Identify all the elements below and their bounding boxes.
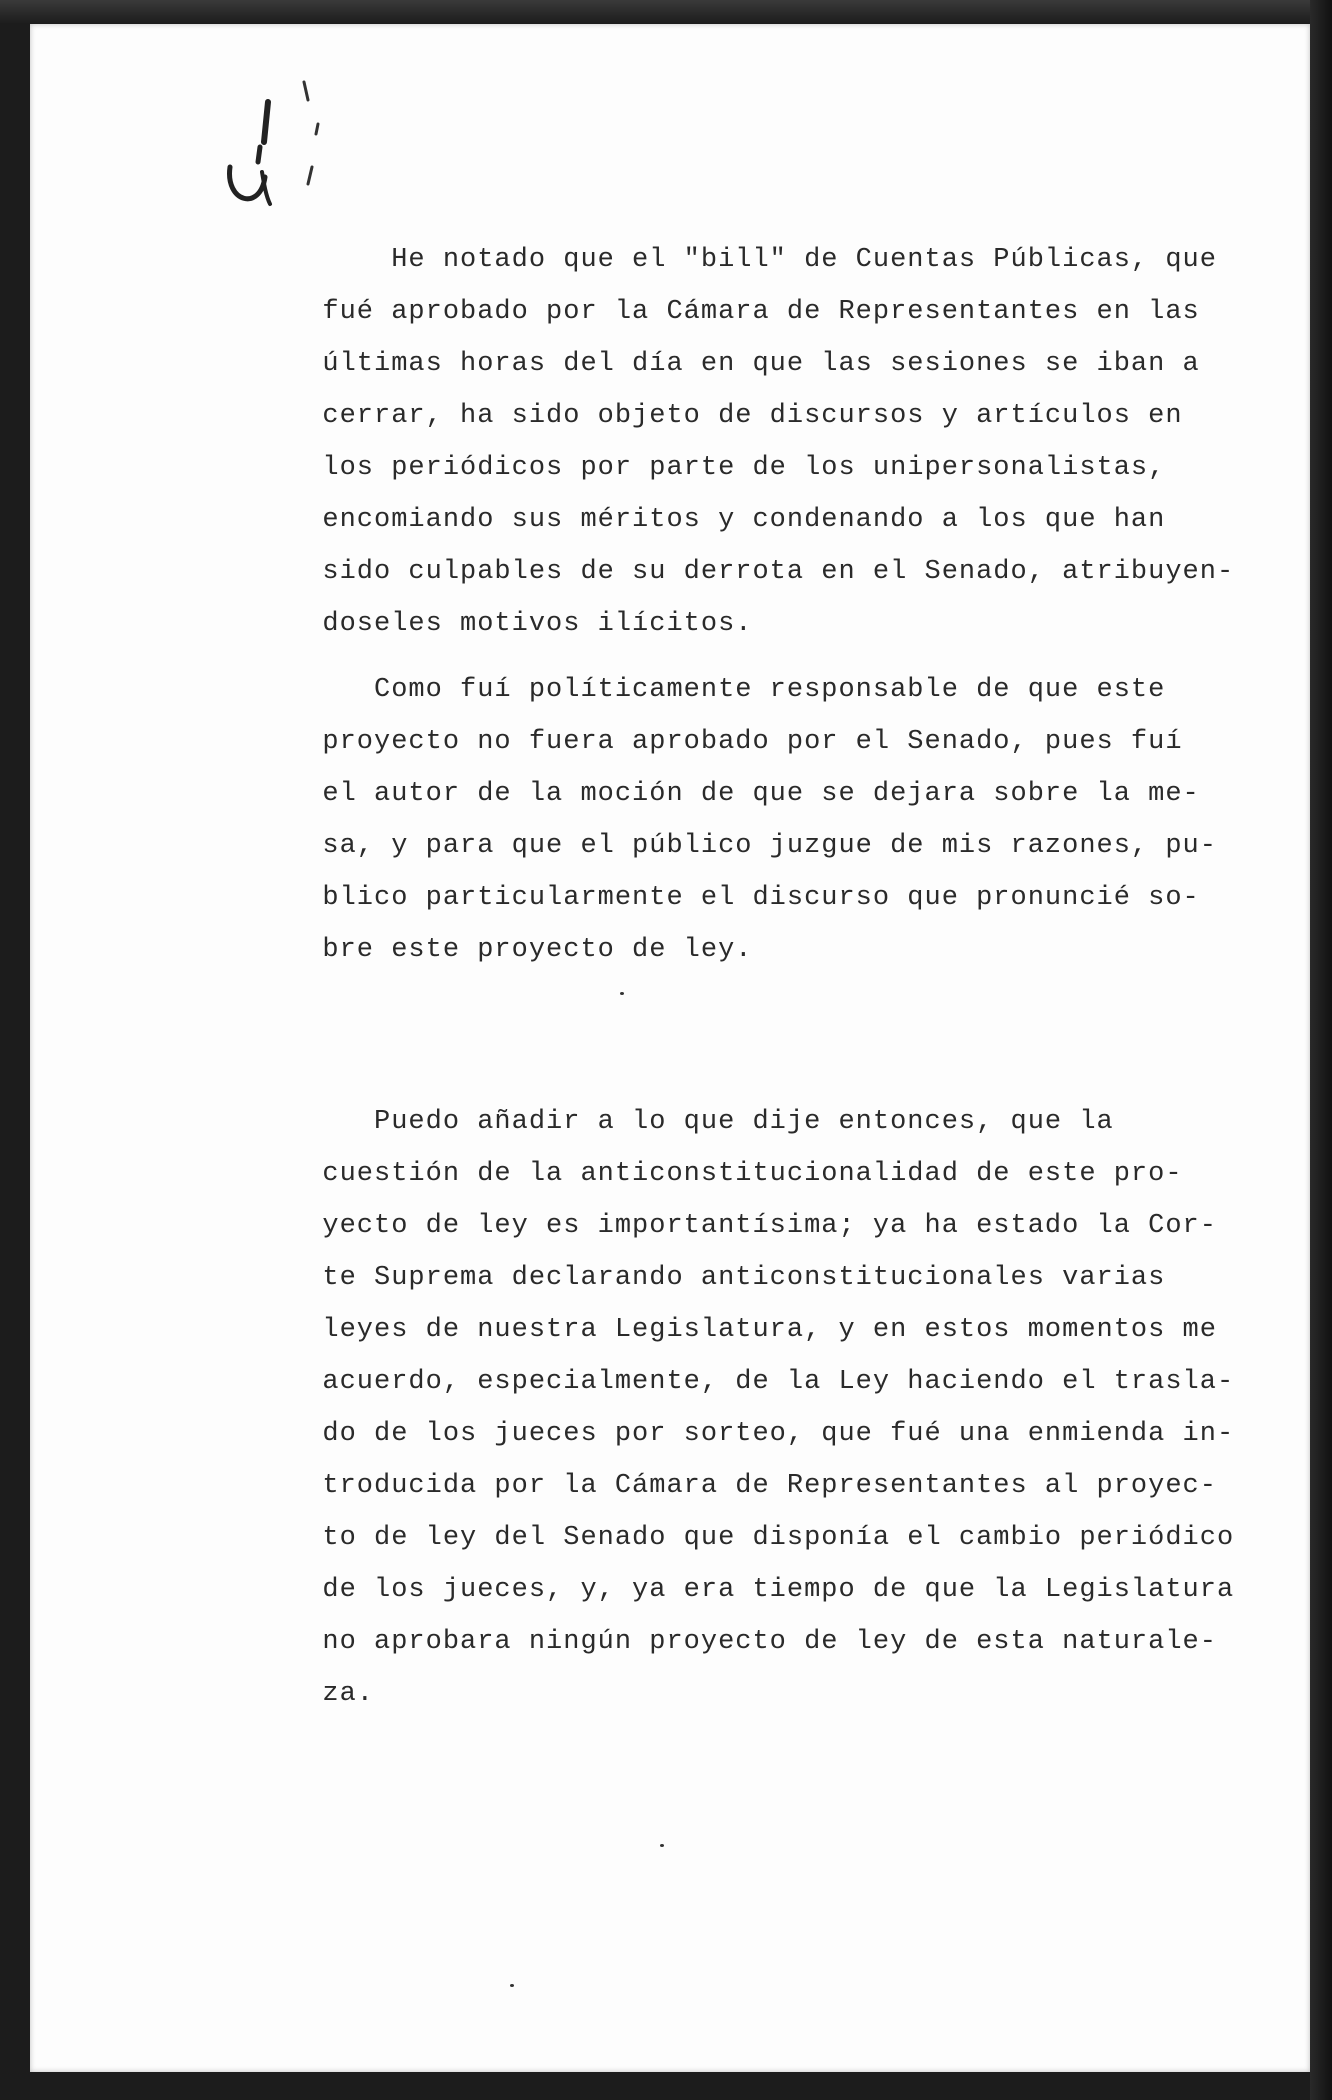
text-line: Como fuí políticamente responsable de que este xyxy=(288,675,1166,705)
ink-speck xyxy=(510,1984,514,1987)
paragraph-3 xyxy=(288,1096,1235,1720)
text-line: He notado que el "bill" de Cuentas Públicas, que xyxy=(288,245,1217,275)
text-line: acuerdo, especialmente, de la Ley haciendo el trasla- xyxy=(288,1367,1235,1397)
scan-border-top xyxy=(0,0,1332,24)
document-body xyxy=(288,234,1235,1720)
text-line: sido culpables de su derrota en el Senado, atribuyen- xyxy=(288,557,1235,587)
paragraph-2 xyxy=(288,664,1217,976)
text-line: proyecto no fuera aprobado por el Senado, pues fuí xyxy=(288,727,1183,757)
text-line: el autor de la moción de que se dejara sobre la me- xyxy=(288,779,1200,809)
text-line: fué aprobado por la Cámara de Representantes en las xyxy=(288,297,1200,327)
text-line: yecto de ley es importantísima; ya ha estado la Cor- xyxy=(288,1211,1217,1241)
text-line: los periódicos por parte de los unipersonalistas, xyxy=(288,453,1166,483)
text-line: leyes de nuestra Legislatura, y en estos momentos me xyxy=(288,1315,1217,1345)
text-line: za. xyxy=(288,1679,375,1709)
text-line: blico particularmente el discurso que pronuncié so- xyxy=(288,883,1200,913)
text-line: doseles motivos ilícitos. xyxy=(288,609,753,639)
paragraph-1 xyxy=(288,234,1235,650)
text-line: de los jueces, y, ya era tiempo de que la Legislatura xyxy=(288,1575,1235,1605)
text-line: te Suprema declarando anticonstitucionales varias xyxy=(288,1263,1166,1293)
text-line: do de los jueces por sorteo, que fué una enmienda in- xyxy=(288,1419,1235,1449)
text-line: sa, y para que el público juzgue de mis razones, pu- xyxy=(288,831,1217,861)
scan-border-right xyxy=(1310,0,1332,2100)
document-page xyxy=(30,24,1310,2072)
handwritten-mark xyxy=(220,72,340,222)
text-line: no aprobara ningún proyecto de ley de esta naturale- xyxy=(288,1627,1217,1657)
text-line: últimas horas del día en que las sesiones se iban a xyxy=(288,349,1200,379)
text-line: bre este proyecto de ley. xyxy=(288,935,753,965)
text-line: encomiando sus méritos y condenando a los que han xyxy=(288,505,1166,535)
text-line: to de ley del Senado que disponía el cambio periódico xyxy=(288,1523,1235,1553)
text-line: Puedo añadir a lo que dije entonces, que la xyxy=(288,1107,1114,1137)
text-line: troducida por la Cámara de Representantes al proyec- xyxy=(288,1471,1217,1501)
ink-speck xyxy=(660,1844,664,1847)
text-line: cerrar, ha sido objeto de discursos y artículos en xyxy=(288,401,1183,431)
text-line: cuestión de la anticonstitucionalidad de este pro- xyxy=(288,1159,1183,1189)
